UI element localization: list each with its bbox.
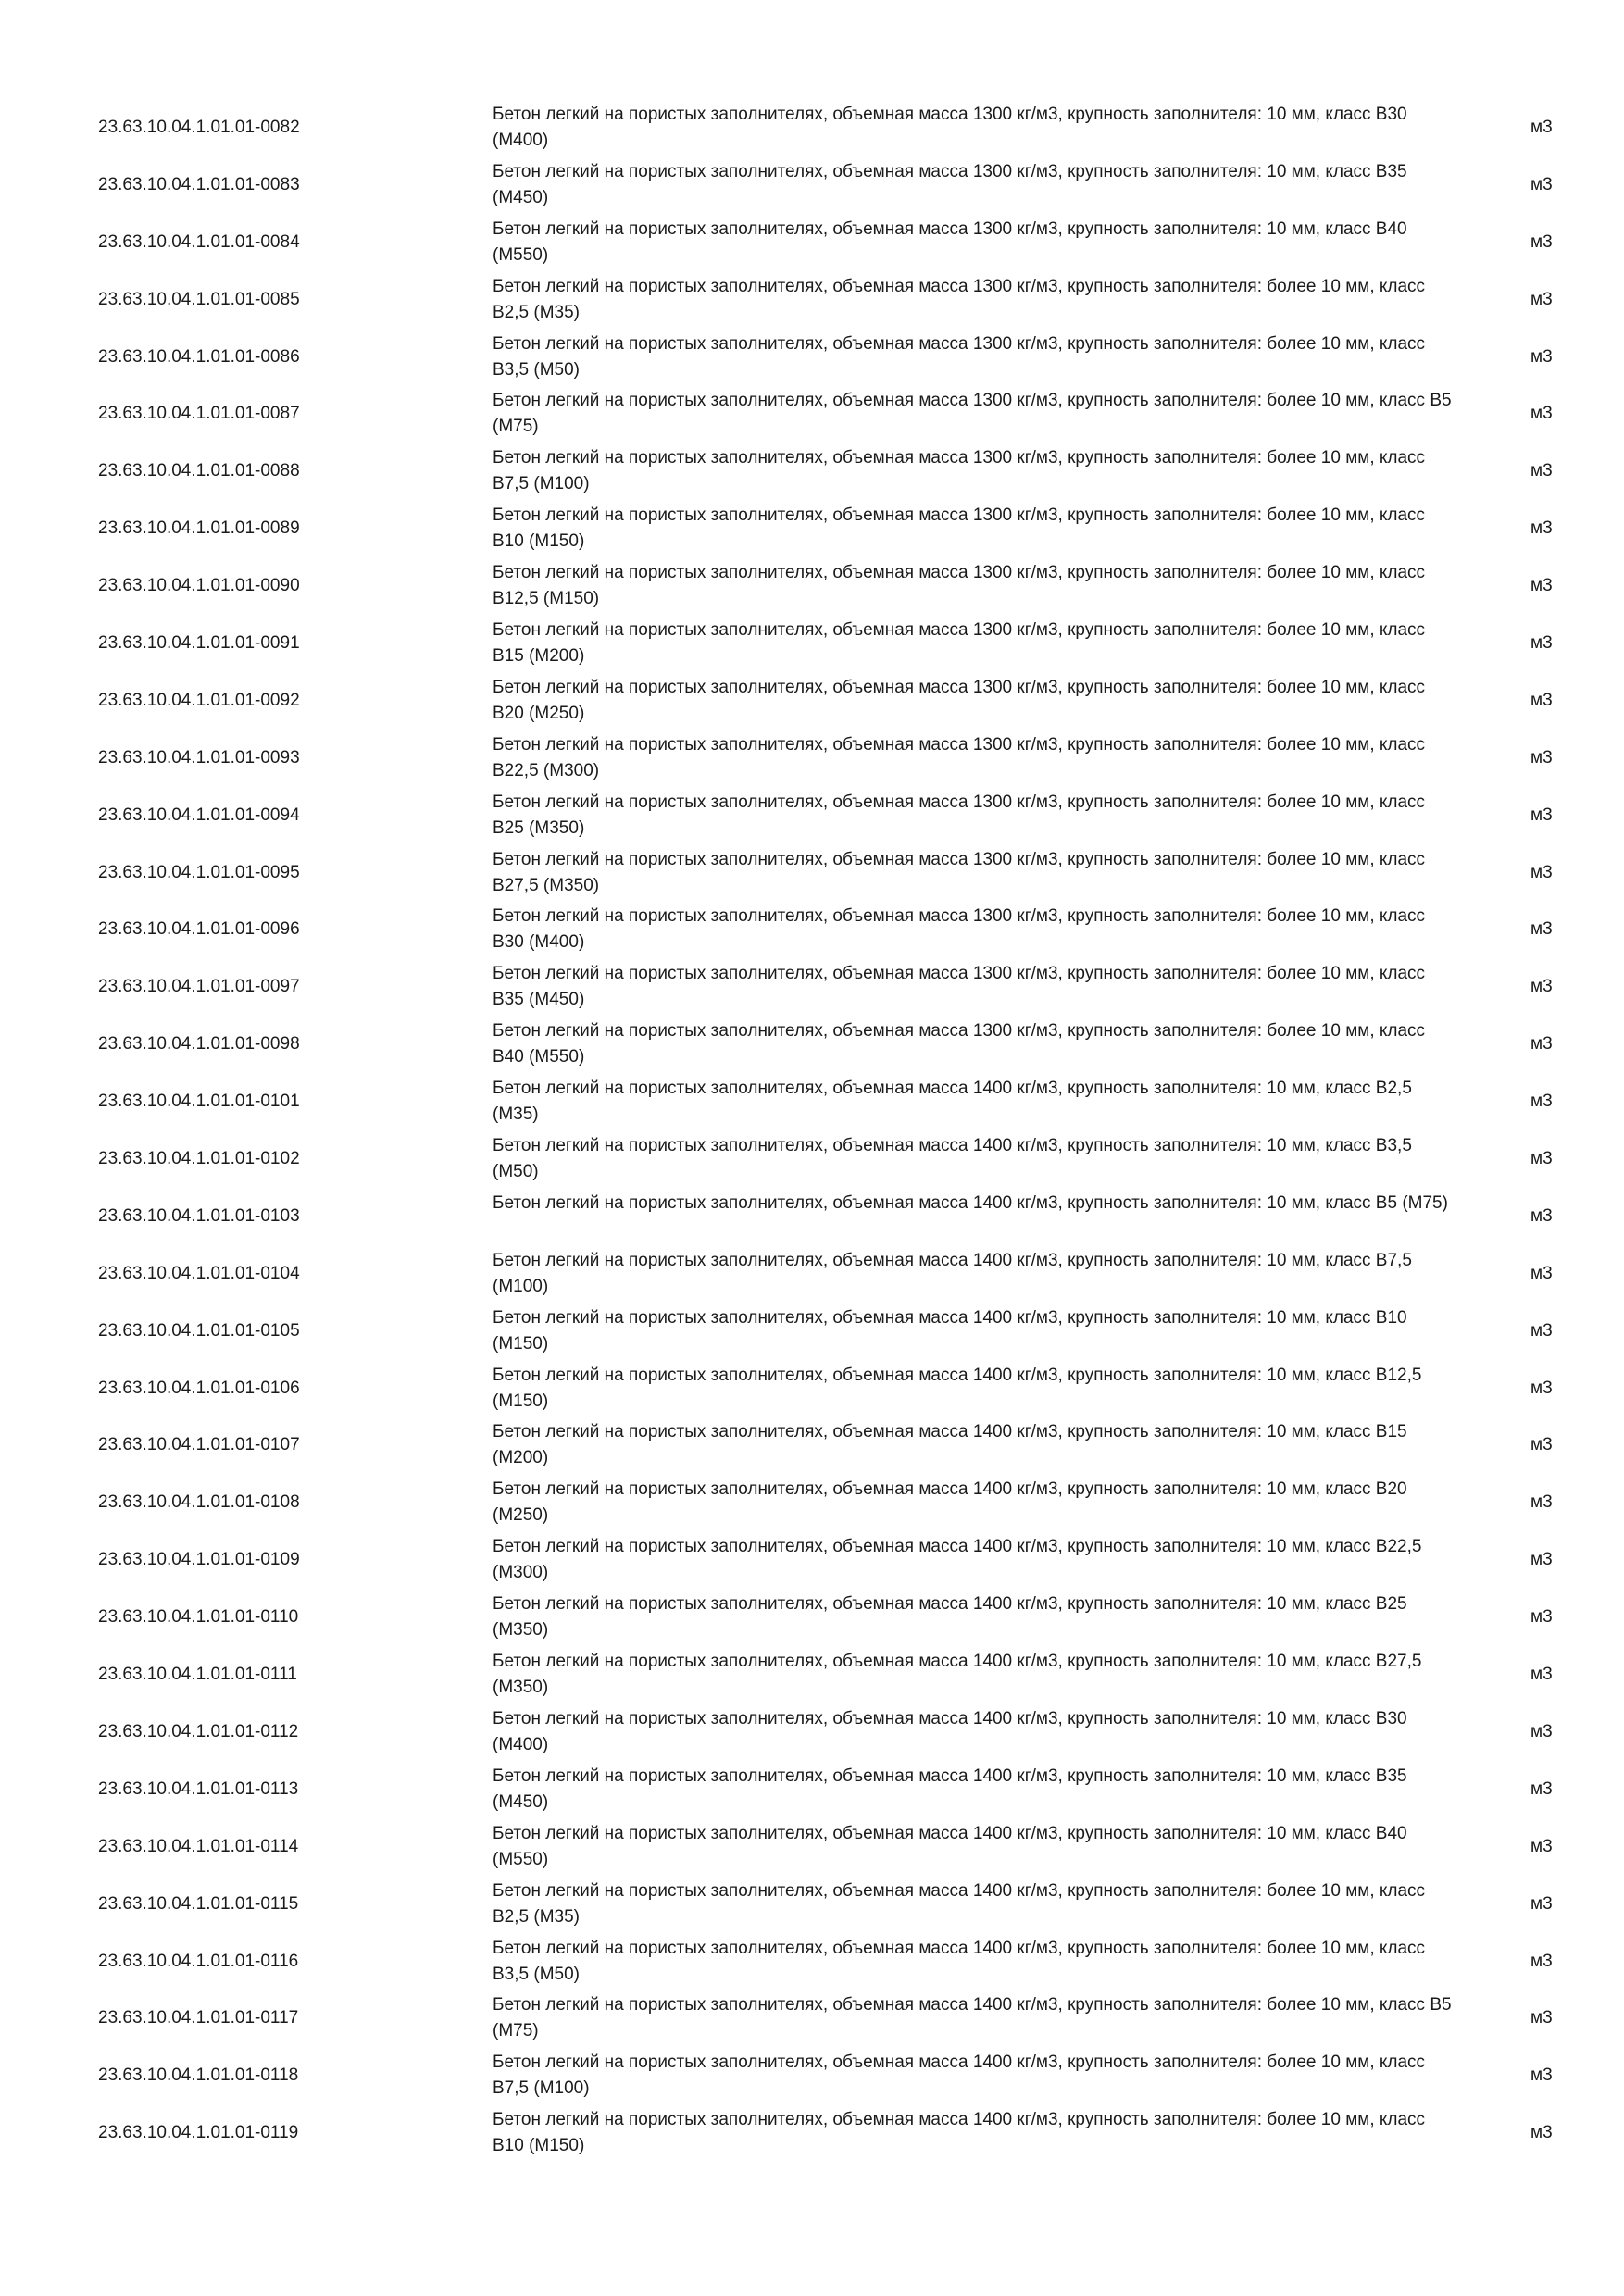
resource-code: 23.63.10.04.1.01.01-0116 — [98, 1951, 299, 1971]
table-row — [0, 1016, 1624, 1073]
resource-code: 23.63.10.04.1.01.01-0083 — [98, 174, 300, 194]
resource-description: Бетон легкий на пористых заполнителях, объемная масса 1300 кг/м3, крупность заполнителя: 10 мм, класс В40 (М550) — [493, 218, 1407, 265]
table-row — [0, 901, 1624, 958]
unit-of-measure: м3 — [1530, 1092, 1553, 1112]
resource-code: 23.63.10.04.1.01.01-0084 — [98, 231, 300, 252]
resource-description: Бетон легкий на пористых заполнителях, объемная масса 1400 кг/м3, крупность заполнителя: 10 мм, класс В40 (М550) — [493, 1823, 1407, 1869]
table-row — [0, 1073, 1624, 1130]
table-row — [0, 787, 1624, 844]
table-row — [0, 615, 1624, 672]
resource-description: Бетон легкий на пористых заполнителях, объемная масса 1400 кг/м3, крупность заполнителя: 10 мм, класс В3,5 (М50) — [493, 1136, 1412, 1182]
resource-description: Бетон легкий на пористых заполнителях, объемная масса 1300 кг/м3, крупность заполнителя: более 10 мм, класс В7,5 (М100) — [493, 448, 1426, 494]
resource-code: 23.63.10.04.1.01.01-0105 — [98, 1320, 300, 1341]
resource-description: Бетон легкий на пористых заполнителях, объемная масса 1300 кг/м3, крупность заполнителя: более 10 мм, класс В22,5 (М300) — [493, 734, 1426, 780]
table-row — [0, 2047, 1624, 2104]
resource-code: 23.63.10.04.1.01.01-0092 — [98, 690, 300, 710]
unit-of-measure: м3 — [1530, 1205, 1553, 1226]
table-row — [0, 1360, 1624, 1417]
resource-code: 23.63.10.04.1.01.01-0085 — [98, 289, 300, 309]
unit-of-measure: м3 — [1530, 346, 1553, 367]
resource-code: 23.63.10.04.1.01.01-0086 — [98, 346, 300, 367]
resource-code: 23.63.10.04.1.01.01-0093 — [98, 747, 300, 767]
unit-of-measure: м3 — [1530, 1951, 1553, 1971]
unit-of-measure: м3 — [1530, 289, 1553, 309]
table-row — [0, 1130, 1624, 1188]
price-table — [0, 99, 1624, 2162]
resource-code: 23.63.10.04.1.01.01-0104 — [98, 1263, 300, 1283]
resource-code: 23.63.10.04.1.01.01-0097 — [98, 977, 300, 997]
table-row — [0, 1188, 1624, 1245]
table-row — [0, 214, 1624, 271]
table-row — [0, 844, 1624, 902]
unit-of-measure: м3 — [1530, 1149, 1553, 1169]
resource-code: 23.63.10.04.1.01.01-0091 — [98, 633, 300, 654]
table-row — [0, 1531, 1624, 1589]
unit-of-measure: м3 — [1530, 404, 1553, 424]
resource-code: 23.63.10.04.1.01.01-0094 — [98, 805, 300, 825]
unit-of-measure: м3 — [1530, 1607, 1553, 1628]
resource-description: Бетон легкий на пористых заполнителях, объемная масса 1300 кг/м3, крупность заполнителя: более 10 мм, класс В20 (М250) — [493, 677, 1426, 723]
resource-code: 23.63.10.04.1.01.01-0109 — [98, 1550, 300, 1570]
unit-of-measure: м3 — [1530, 174, 1553, 194]
resource-description: Бетон легкий на пористых заполнителях, объемная масса 1400 кг/м3, крупность заполнителя: более 10 мм, класс В5 (М75) — [493, 1995, 1452, 2041]
resource-code: 23.63.10.04.1.01.01-0107 — [98, 1435, 300, 1455]
unit-of-measure: м3 — [1530, 231, 1553, 252]
unit-of-measure: м3 — [1530, 1778, 1553, 1799]
table-row — [0, 156, 1624, 214]
unit-of-measure: м3 — [1530, 2065, 1553, 2086]
resource-description: Бетон легкий на пористых заполнителях, объемная масса 1400 кг/м3, крупность заполнителя: 10 мм, класс В5 (М75) — [493, 1192, 1448, 1213]
resource-description: Бетон легкий на пористых заполнителях, объемная масса 1400 кг/м3, крупность заполнителя: 10 мм, класс В30 (М400) — [493, 1708, 1407, 1754]
unit-of-measure: м3 — [1530, 1893, 1553, 1914]
resource-description: Бетон легкий на пористых заполнителях, объемная масса 1300 кг/м3, крупность заполнителя: более 10 мм, класс В35 (М450) — [493, 964, 1426, 1010]
resource-code: 23.63.10.04.1.01.01-0111 — [98, 1665, 297, 1685]
unit-of-measure: м3 — [1530, 1034, 1553, 1054]
table-row — [0, 2104, 1624, 2162]
table-row — [0, 1876, 1624, 1933]
resource-description: Бетон легкий на пористых заполнителях, объемная масса 1300 кг/м3, крупность заполнителя: более 10 мм, класс В15 (М200) — [493, 620, 1426, 667]
resource-description: Бетон легкий на пористых заполнителях, объемная масса 1400 кг/м3, крупность заполнителя: более 10 мм, класс В10 (М150) — [493, 2110, 1426, 2156]
resource-description: Бетон легкий на пористых заполнителях, объемная масса 1300 кг/м3, крупность заполнителя: более 10 мм, класс В40 (М550) — [493, 1021, 1426, 1067]
resource-code: 23.63.10.04.1.01.01-0117 — [98, 2008, 299, 2028]
resource-code: 23.63.10.04.1.01.01-0114 — [98, 1836, 299, 1856]
unit-of-measure: м3 — [1530, 919, 1553, 940]
resource-description: Бетон легкий на пористых заполнителях, объемная масса 1400 кг/м3, крупность заполнителя: 10 мм, класс В7,5 (М100) — [493, 1250, 1412, 1296]
resource-code: 23.63.10.04.1.01.01-0113 — [98, 1778, 299, 1799]
unit-of-measure: м3 — [1530, 518, 1553, 539]
resource-code: 23.63.10.04.1.01.01-0110 — [98, 1607, 299, 1628]
unit-of-measure: м3 — [1530, 2123, 1553, 2143]
resource-code: 23.63.10.04.1.01.01-0098 — [98, 1034, 300, 1054]
resource-code: 23.63.10.04.1.01.01-0115 — [98, 1893, 299, 1914]
resource-description: Бетон легкий на пористых заполнителях, объемная масса 1400 кг/м3, крупность заполнителя: 10 мм, класс В12,5 (М150) — [493, 1365, 1422, 1411]
resource-description: Бетон легкий на пористых заполнителях, объемная масса 1300 кг/м3, крупность заполнителя: 10 мм, класс В35 (М450) — [493, 161, 1407, 207]
resource-description: Бетон легкий на пористых заполнителях, объемная масса 1400 кг/м3, крупность заполнителя: 10 мм, класс В10 (М150) — [493, 1307, 1407, 1354]
table-row — [0, 1646, 1624, 1703]
resource-code: 23.63.10.04.1.01.01-0112 — [98, 1721, 299, 1741]
table-row — [0, 1245, 1624, 1303]
resource-code: 23.63.10.04.1.01.01-0095 — [98, 862, 300, 882]
resource-code: 23.63.10.04.1.01.01-0087 — [98, 404, 300, 424]
resource-description: Бетон легкий на пористых заполнителях, объемная масса 1300 кг/м3, крупность заполнителя: более 10 мм, класс В30 (М400) — [493, 906, 1426, 953]
resource-description: Бетон легкий на пористых заполнителях, объемная масса 1300 кг/м3, крупность заполнителя: более 10 мм, класс В2,5 (М35) — [493, 276, 1426, 322]
table-row — [0, 443, 1624, 500]
table-row — [0, 1474, 1624, 1531]
table-row — [0, 1933, 1624, 1990]
resource-description: Бетон легкий на пористых заполнителях, объемная масса 1300 кг/м3, крупность заполнителя: более 10 мм, класс В3,5 (М50) — [493, 333, 1426, 380]
resource-code: 23.63.10.04.1.01.01-0089 — [98, 518, 300, 539]
unit-of-measure: м3 — [1530, 1836, 1553, 1856]
resource-description: Бетон легкий на пористых заполнителях, объемная масса 1400 кг/м3, крупность заполнителя: более 10 мм, класс В3,5 (М50) — [493, 1938, 1426, 1984]
unit-of-measure: м3 — [1530, 633, 1553, 654]
resource-code: 23.63.10.04.1.01.01-0101 — [98, 1092, 300, 1112]
resource-description: Бетон легкий на пористых заполнителях, объемная масса 1300 кг/м3, крупность заполнителя: более 10 мм, класс В10 (М150) — [493, 505, 1426, 552]
resource-description: Бетон легкий на пористых заполнителях, объемная масса 1400 кг/м3, крупность заполнителя: 10 мм, класс В25 (М350) — [493, 1594, 1407, 1641]
resource-description: Бетон легкий на пористых заполнителях, объемная масса 1300 кг/м3, крупность заполнителя: более 10 мм, класс В25 (М350) — [493, 792, 1426, 838]
unit-of-measure: м3 — [1530, 862, 1553, 882]
table-row — [0, 672, 1624, 730]
unit-of-measure: м3 — [1530, 1550, 1553, 1570]
table-row — [0, 730, 1624, 787]
resource-code: 23.63.10.04.1.01.01-0102 — [98, 1149, 300, 1169]
unit-of-measure: м3 — [1530, 805, 1553, 825]
table-row — [0, 1416, 1624, 1474]
resource-code: 23.63.10.04.1.01.01-0090 — [98, 576, 300, 596]
unit-of-measure: м3 — [1530, 747, 1553, 767]
resource-description: Бетон легкий на пористых заполнителях, объемная масса 1400 кг/м3, крупность заполнителя: 10 мм, класс В2,5 (М35) — [493, 1079, 1412, 1125]
unit-of-measure: м3 — [1530, 1492, 1553, 1513]
resource-code: 23.63.10.04.1.01.01-0096 — [98, 919, 300, 940]
table-row — [0, 99, 1624, 156]
table-row — [0, 557, 1624, 615]
resource-description: Бетон легкий на пористых заполнителях, объемная масса 1400 кг/м3, крупность заполнителя: 10 мм, класс В15 (М200) — [493, 1422, 1407, 1468]
resource-code: 23.63.10.04.1.01.01-0106 — [98, 1378, 300, 1398]
unit-of-measure: м3 — [1530, 977, 1553, 997]
table-row — [0, 1303, 1624, 1360]
resource-description: Бетон легкий на пористых заполнителях, объемная масса 1400 кг/м3, крупность заполнителя: 10 мм, класс В27,5 (М350) — [493, 1652, 1422, 1698]
table-row — [0, 385, 1624, 443]
resource-description: Бетон легкий на пористых заполнителях, объемная масса 1400 кг/м3, крупность заполнителя: 10 мм, класс В35 (М450) — [493, 1766, 1407, 1812]
table-row — [0, 329, 1624, 386]
unit-of-measure: м3 — [1530, 1435, 1553, 1455]
table-row — [0, 1761, 1624, 1818]
table-row — [0, 1703, 1624, 1761]
resource-description: Бетон легкий на пористых заполнителях, объемная масса 1300 кг/м3, крупность заполнителя: 10 мм, класс В30 (М400) — [493, 105, 1407, 150]
resource-description: Бетон легкий на пористых заполнителях, объемная масса 1400 кг/м3, крупность заполнителя: более 10 мм, класс В7,5 (М100) — [493, 2053, 1426, 2099]
resource-code: 23.63.10.04.1.01.01-0088 — [98, 461, 300, 481]
table-row — [0, 1589, 1624, 1646]
resource-description: Бетон легкий на пористых заполнителях, объемная масса 1300 кг/м3, крупность заполнителя: более 10 мм, класс В5 (М75) — [493, 391, 1452, 437]
resource-code: 23.63.10.04.1.01.01-0082 — [98, 118, 300, 137]
table-row — [0, 500, 1624, 557]
resource-code: 23.63.10.04.1.01.01-0118 — [98, 2065, 299, 2086]
unit-of-measure: м3 — [1530, 118, 1553, 137]
unit-of-measure: м3 — [1530, 1263, 1553, 1283]
table-row — [0, 958, 1624, 1016]
resource-code: 23.63.10.04.1.01.01-0119 — [98, 2123, 299, 2143]
resource-code: 23.63.10.04.1.01.01-0108 — [98, 1492, 300, 1513]
resource-description: Бетон легкий на пористых заполнителях, объемная масса 1400 кг/м3, крупность заполнителя: более 10 мм, класс В2,5 (М35) — [493, 1880, 1426, 1927]
resource-code: 23.63.10.04.1.01.01-0103 — [98, 1205, 300, 1226]
table-row — [0, 1818, 1624, 1876]
unit-of-measure: м3 — [1530, 1665, 1553, 1685]
resource-description: Бетон легкий на пористых заполнителях, объемная масса 1300 кг/м3, крупность заполнителя: более 10 мм, класс В12,5 (М150) — [493, 563, 1426, 609]
unit-of-measure: м3 — [1530, 2008, 1553, 2028]
unit-of-measure: м3 — [1530, 461, 1553, 481]
unit-of-measure: м3 — [1530, 576, 1553, 596]
resource-description: Бетон легкий на пористых заполнителях, объемная масса 1400 кг/м3, крупность заполнителя: 10 мм, класс В22,5 (М300) — [493, 1537, 1422, 1583]
table-row — [0, 1990, 1624, 2047]
table-row — [0, 271, 1624, 329]
resource-description: Бетон легкий на пористых заполнителях, объемная масса 1300 кг/м3, крупность заполнителя: более 10 мм, класс В27,5 (М350) — [493, 849, 1426, 895]
unit-of-measure: м3 — [1530, 690, 1553, 710]
unit-of-measure: м3 — [1530, 1320, 1553, 1341]
unit-of-measure: м3 — [1530, 1378, 1553, 1398]
unit-of-measure: м3 — [1530, 1721, 1553, 1741]
resource-description: Бетон легкий на пористых заполнителях, объемная масса 1400 кг/м3, крупность заполнителя: 10 мм, класс В20 (М250) — [493, 1479, 1407, 1526]
